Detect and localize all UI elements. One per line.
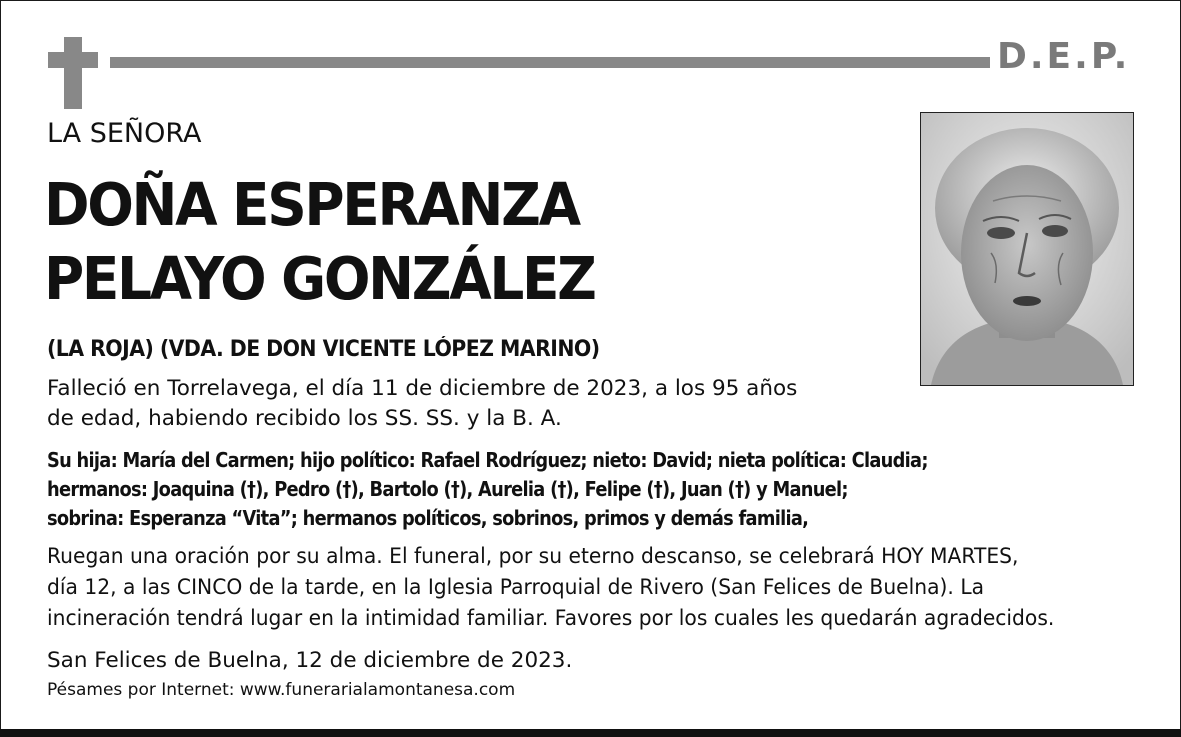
death-notice-line-2: de edad, habiendo recibido los SS. SS. y la B. A. (47, 406, 562, 431)
family-line-1: Su hija: María del Carmen; hijo político: Rafael Rodríguez; nieto: David; nieta política: Claudia; (47, 448, 928, 472)
place-date-text: San Felices de Buelna, 12 de diciembre de 2023. (47, 648, 573, 673)
name-line-1: DOÑA ESPERANZA (44, 170, 579, 239)
family-line-2: hermanos: Joaquina (†), Pedro (†), Bartolo (†), Aurelia (†), Felipe (†), Juan (†) y Manuel; (47, 477, 848, 501)
header-rule (110, 57, 990, 68)
nickname-subtitle: (LA ROJA) (VDA. DE DON VICENTE LÓPEZ MARINO) (47, 337, 600, 362)
bottom-border (0, 729, 1181, 737)
deceased-name (44, 168, 595, 316)
cross-icon (48, 37, 98, 109)
intro-title: LA SEÑORA (47, 118, 202, 149)
death-notice-line-1: Falleció en Torrelavega, el día 11 de diciembre de 2023, a los 95 años (47, 376, 798, 401)
portrait-image (921, 113, 1133, 385)
death-notice (47, 374, 797, 434)
name-line-2: PELAYO GONZÁLEZ (44, 244, 595, 313)
place-date (47, 646, 572, 676)
family-list (47, 446, 928, 533)
funeral-line-2: día 12, a las CINCO de la tarde, en la Iglesia Parroquial de Rivero (San Felices de Buelna). La (47, 575, 985, 599)
portrait-photo (920, 112, 1134, 386)
dep-label: D.E.P. (997, 36, 1131, 77)
funeral-line-3: incineración tendrá lugar en la intimidad familiar. Favores por los cuales les quedarán agradecidos. (47, 606, 1055, 630)
condolences-link[interactable]: Pésames por Internet: www.funerarialamontanesa.com (47, 680, 516, 700)
family-line-3: sobrina: Esperanza “Vita”; hermanos políticos, sobrinos, primos y demás familia, (47, 506, 809, 530)
funeral-info (47, 541, 1054, 634)
funeral-line-1: Ruegan una oración por su alma. El funeral, por su eterno descanso, se celebrará HOY MARTES, (47, 544, 1019, 568)
